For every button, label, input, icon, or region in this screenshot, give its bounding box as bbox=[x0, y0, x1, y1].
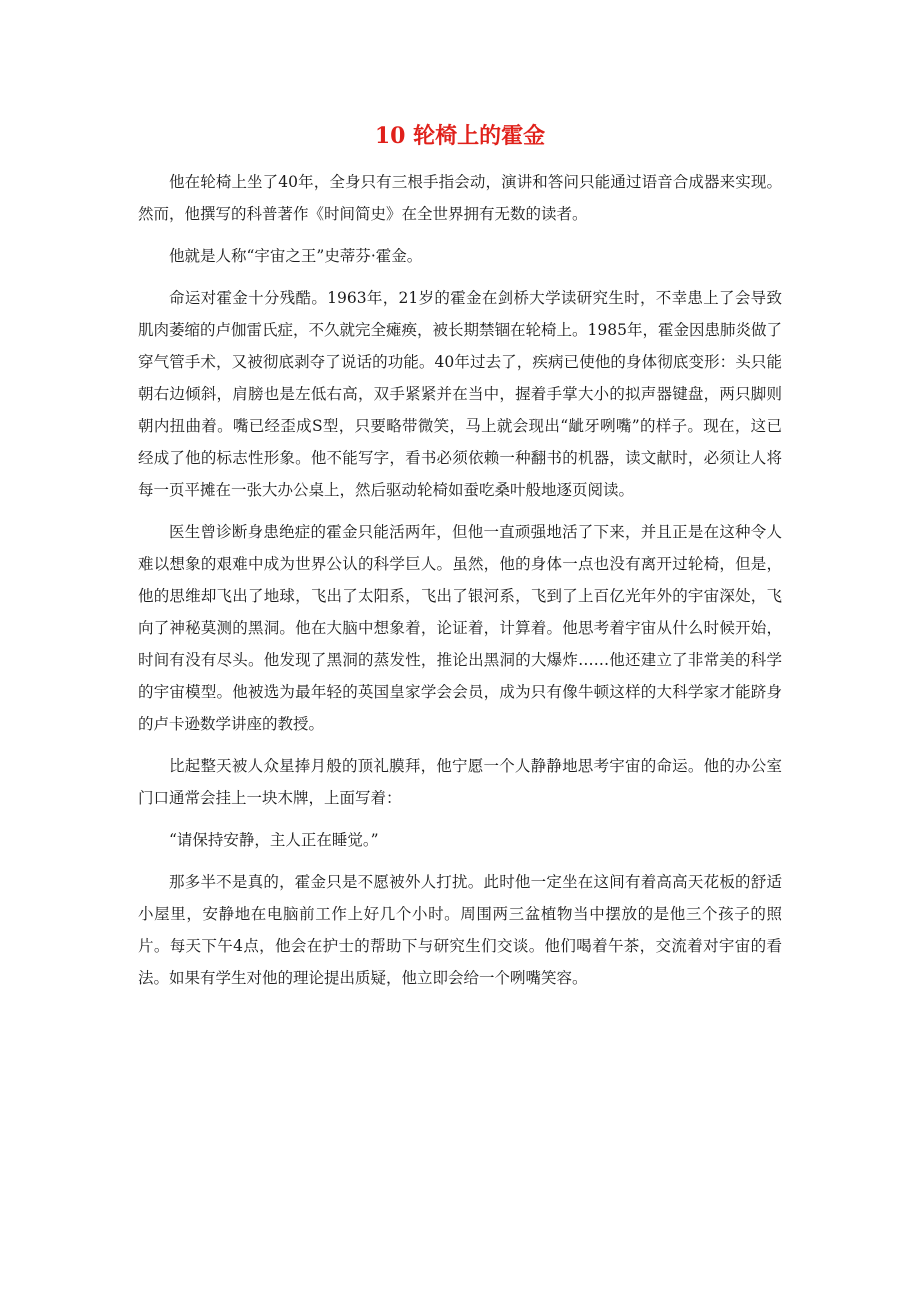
article-body bbox=[138, 166, 782, 1004]
paragraph-fate: 命运对霍金十分残酷。1963年，21岁的霍金在剑桥大学读研究生时，不幸患上了会导致肌肉萎缩的卢伽雷氏症，不久就完全瘫痪，被长期禁锢在轮椅上。1985年，霍金因患肺炎做了穿气管手术，又被彻底剥夺了说话的功能。40年过去了，疾病已使他的身体彻底变形：头只能朝右边倾斜，肩膀也是左低右高，双手紧紧并在当中，握着手掌大小的拟声器键盘，两只脚则朝内扭曲着。嘴已经歪成S型，只要略带微笑，马上就会现出“龇牙咧嘴”的样子。现在，这已经成了他的标志性形象。他不能写字，看书必须依赖一种翻书的机器，读文献时，必须让人将每一页平摊在一张大办公桌上，然后驱动轮椅如蚕吃桑叶般地逐页阅读。 bbox=[138, 289, 782, 499]
paragraph-office: 比起整天被人众星捧月般的顶礼膜拜，他宁愿一个人静静地思考宇宙的命运。他的办公室门口通常会挂上一块木牌，上面写着： bbox=[138, 757, 782, 807]
paragraph-intro: 他在轮椅上坐了40年，全身只有三根手指会动，演讲和答问只能通过语音合成器来实现。然而，他撰写的科普著作《时间简史》在全世界拥有无数的读者。 bbox=[138, 173, 782, 223]
paragraph-achievement: 医生曾诊断身患绝症的霍金只能活两年，但他一直顽强地活了下来，并且正是在这种令人难以想象的艰难中成为世界公认的科学巨人。虽然，他的身体一点也没有离开过轮椅，但是，他的思维却飞出了地球，飞出了太阳系，飞出了银河系，飞到了上百亿光年外的宇宙深处，飞向了神秘莫测的黑洞。他在大脑中想象着，论证着，计算着。他思考着宇宙从什么时候开始，时间有没有尽头。他发现了黑洞的蒸发性，推论出黑洞的大爆炸……他还建立了非常美的科学的宇宙模型。他被选为最年轻的英国皇家学会会员，成为只有像牛顿这样的大科学家才能跻身的卢卡逊数学讲座的教授。 bbox=[138, 523, 782, 733]
paragraph-sign-quote: “请保持安静，主人正在睡觉。” bbox=[169, 831, 379, 849]
paragraph-identity: 他就是人称“宇宙之王”史蒂芬·霍金。 bbox=[169, 247, 423, 265]
paragraph-daily-life: 那多半不是真的，霍金只是不愿被外人打扰。此时他一定坐在这间有着高高天花板的舒适小屋里，安静地在电脑前工作上好几个小时。周围两三盆植物当中摆放的是他三个孩子的照片。每天下午4点，他会在护士的帮助下与研究生们交谈。他们喝着午茶，交流着对宇宙的看法。如果有学生对他的理论提出质疑，他立即会给一个咧嘴笑容。 bbox=[138, 873, 782, 987]
page-title: 10 轮椅上的霍金 bbox=[374, 123, 546, 149]
